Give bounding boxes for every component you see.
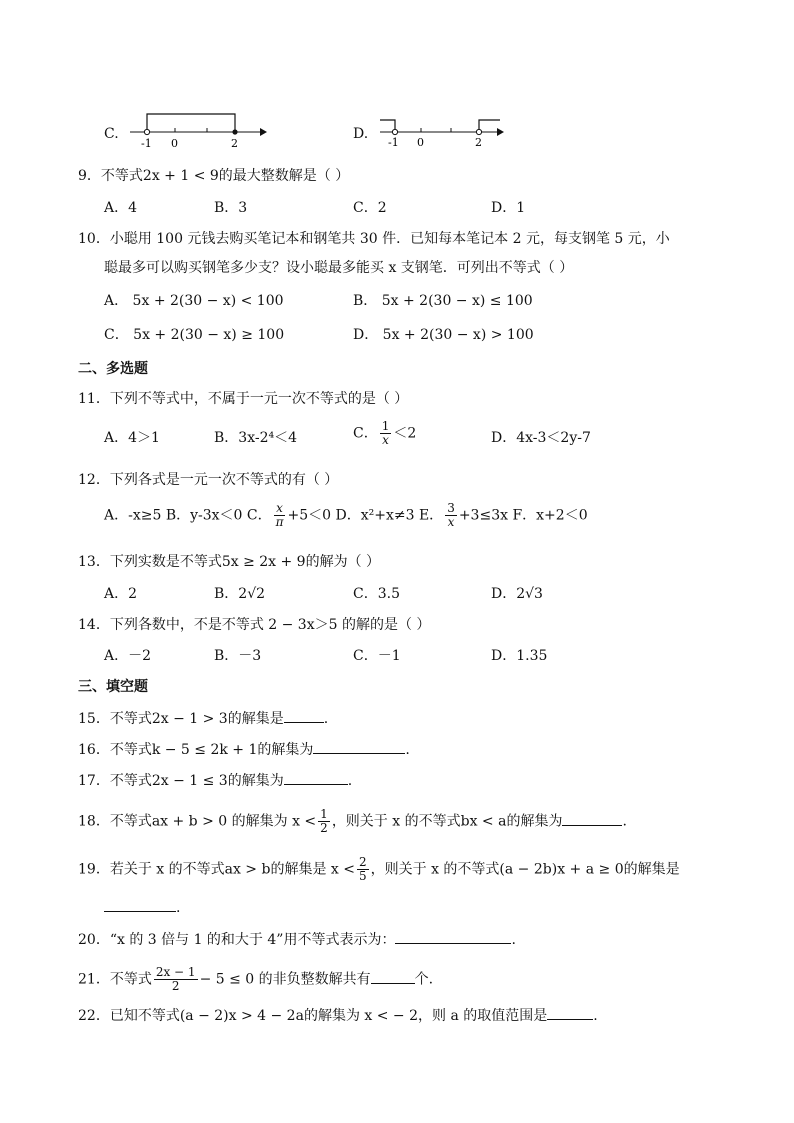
q11-option-a: A．4＞1: [104, 430, 160, 446]
fraction: [274, 502, 286, 529]
fraction-denominator: x: [382, 433, 389, 447]
option-c-label: C.: [104, 126, 119, 142]
answer-blank[interactable]: [395, 929, 511, 944]
question-19: [78, 856, 680, 883]
tick-label-2: 2: [475, 136, 482, 149]
answer-blank[interactable]: [547, 1005, 593, 1020]
question-11: 11．下列不等式中，不属于一元一次不等式的是（ ）: [78, 391, 409, 407]
q15-text: 15．不等式2x − 1 > 3的解集是: [78, 711, 284, 727]
question-15: [78, 708, 328, 729]
tick-label-0: 0: [171, 137, 178, 150]
tick-label-neg1: -1: [141, 137, 152, 150]
q20-text: 20．“x 的 3 倍与 1 的和大于 4”用不等式表示为：: [78, 932, 396, 948]
q14-option-a: A．－2: [104, 648, 152, 664]
question-10-line-1: 10．小聪用 100 元钱去购买笔记本和钢笔共 30 件．已知每本笔记本 2 元，每支钢笔 5 元，小: [78, 231, 670, 247]
q11-option-d: D．4x-3＜2y-7: [491, 430, 591, 446]
fraction: [154, 966, 198, 993]
q19-text: 19．若关于 x 的不等式ax > b的解集是 x <: [78, 861, 355, 878]
q12-options-e-f: +3≤3x F．x+2＜0: [458, 507, 588, 524]
fraction-denominator: 2: [320, 821, 328, 835]
q16-text: 16．不等式k − 5 ≤ 2k + 1的解集为: [78, 742, 314, 758]
q16-period: .: [405, 742, 410, 758]
tick-label-neg1: -1: [388, 136, 399, 149]
section-heading-multiple-choice: 二、多选题: [78, 361, 148, 377]
question-16: [78, 739, 410, 760]
q10-option-b: B． 5x + 2(30 − x) ≤ 100: [353, 293, 533, 309]
question-22: [78, 1005, 598, 1026]
question-13: 13．下列实数是不等式5x ≥ 2x + 9的解为（ ）: [78, 554, 381, 570]
q19-text-cont: ，则关于 x 的不等式(a − 2b)x + a ≥ 0的解集是: [370, 861, 680, 878]
number-line-c: [125, 108, 270, 150]
question-12: 12．下列各式是一元一次不等式的有（ ）: [78, 472, 339, 488]
q14-option-b: B．－3: [214, 648, 262, 664]
q13-option-c: C．3.5: [353, 586, 400, 602]
q10-option-d: D． 5x + 2(30 − x) > 100: [353, 327, 534, 343]
question-21: [78, 966, 433, 993]
q15-period: .: [323, 711, 329, 727]
question-9: 9．不等式2x + 1 < 9的最大整数解是（ ）: [78, 168, 350, 184]
answer-blank[interactable]: [284, 770, 348, 785]
q9-option-b: B．3: [214, 200, 248, 216]
fraction-denominator: π: [275, 515, 284, 529]
q18-period: .: [622, 813, 627, 830]
question-18: [78, 808, 627, 835]
fraction: [380, 420, 392, 447]
answer-blank[interactable]: [284, 708, 324, 723]
question-19-answer-line: [104, 897, 180, 918]
q9-option-d: D．1: [491, 200, 526, 216]
tick-label-2: 2: [231, 137, 238, 150]
q17-period: .: [347, 773, 353, 789]
question-20: [78, 929, 516, 950]
answer-blank[interactable]: [313, 739, 405, 754]
answer-blank[interactable]: [104, 897, 176, 912]
q12-options-c-e: +5＜0 D．x²+x≠3 E．: [287, 507, 444, 524]
fraction-numerator: 2: [358, 855, 367, 869]
q11-option-c: [353, 420, 416, 447]
fraction-numerator: 2x − 1: [155, 965, 196, 979]
q11-c-suffix: ＜2: [393, 425, 417, 442]
question-17: [78, 770, 352, 791]
q21-text: 21．不等式: [78, 971, 152, 988]
question-10-line-2: 聪最多可以购买钢笔多少支？设小聪最多能买 x 支钢笔．可列出不等式（ ）: [104, 260, 574, 276]
q13-option-b: B．2√2: [214, 586, 266, 602]
fraction: [318, 808, 330, 835]
fraction-numerator: x: [276, 501, 283, 515]
q18-text: 18．不等式ax + b > 0 的解集为 x <: [78, 813, 317, 830]
fraction-numerator: 1: [320, 807, 328, 821]
fraction-denominator: x: [447, 515, 455, 529]
q12-options-a-c: A．-x≥5 B．y-3x＜0 C．: [104, 507, 272, 524]
q10-option-a: A． 5x + 2(30 − x) < 100: [104, 293, 284, 309]
fraction-numerator: 1: [381, 419, 390, 433]
q12-options: [104, 502, 588, 529]
tick-label-0: 0: [417, 136, 424, 149]
fraction-denominator: 5: [358, 869, 367, 883]
fraction: [357, 856, 369, 883]
q14-option-d: D．1.35: [491, 648, 548, 664]
q11-option-b: B．3x-2⁴＜4: [214, 430, 298, 446]
q14-option-c: C．－1: [353, 648, 401, 664]
q10-option-c: C． 5x + 2(30 − x) ≥ 100: [104, 327, 285, 343]
answer-blank[interactable]: [562, 811, 622, 826]
q21-text-cont: − 5 ≤ 0 的非负整数解共有: [199, 971, 371, 988]
q17-text: 17．不等式2x − 1 ≤ 3的解集为: [78, 773, 284, 789]
q20-period: .: [511, 932, 516, 948]
q19-period: .: [176, 900, 181, 916]
q9-option-c: C．2: [353, 200, 387, 216]
q22-period: .: [593, 1008, 598, 1024]
option-d-label: D.: [353, 126, 369, 142]
fraction-numerator: 3: [447, 501, 455, 515]
q11-c-prefix: C．: [353, 425, 378, 442]
fraction-denominator: 2: [171, 979, 180, 993]
q21-suffix: 个.: [414, 971, 434, 988]
q18-text-cont: ，则关于 x 的不等式bx < a的解集为: [331, 813, 563, 830]
number-line-d: [375, 108, 510, 150]
q13-option-d: D．2√3: [491, 586, 543, 602]
question-14: 14．下列各数中，不是不等式 2 − 3x＞5 的解的是（ ）: [78, 617, 431, 633]
section-heading-fill-in: 三、填空题: [78, 679, 148, 695]
q9-option-a: A．4: [104, 200, 138, 216]
q22-text: 22．已知不等式(a − 2)x > 4 − 2a的解集为 x < − 2，则 a 的取值范围是: [78, 1008, 548, 1024]
answer-blank[interactable]: [371, 969, 415, 984]
fraction: [445, 502, 457, 529]
q13-option-a: A．2: [104, 586, 138, 602]
